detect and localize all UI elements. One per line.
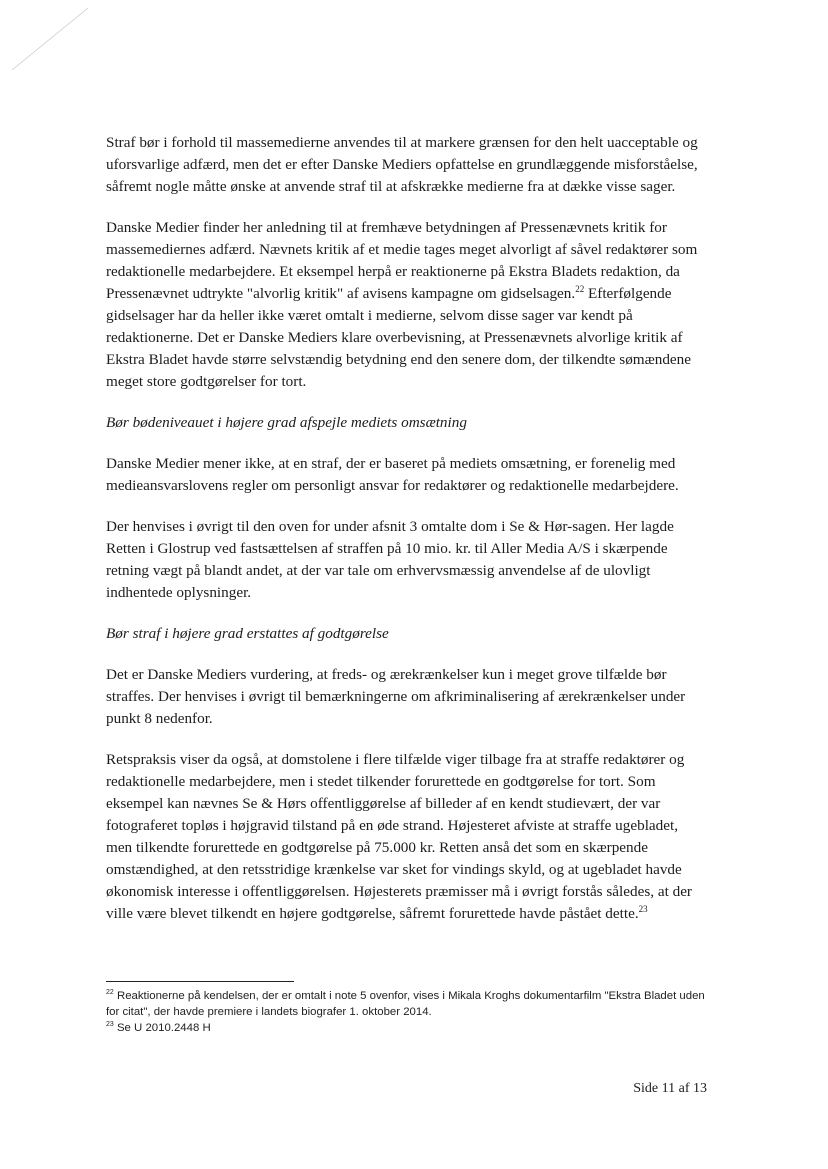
paragraph-4: Der henvises i øvrigt til den oven for under afsnit 3 omtalte dom i Se & Hør-sagen. Her lagde Retten i Glostrup ved fastsættelsen af straffen på 10 mio. kr. til Aller Media A/S i skærpende retning vægt på blandt andet, at der var tale om erhvervsmæssig anvendelse af de ulovligt indhentede oplysninger. — [106, 518, 674, 601]
footnote-23 — [106, 1020, 716, 1036]
document-body — [106, 132, 706, 944]
section-heading-fine-level: Bør bødeniveauet i højere grad afspejle mediets omsætning — [106, 414, 467, 431]
paragraph-1: Straf bør i forhold til massemedierne anvendes til at markere grænsen for den helt uacceptable og uforsvarlige adfærd, men det er efter Danske Mediers opfattelse en grundlæggende misforståelse, såfremt nogle måtte ønske at anvende straf til at afskrække medierne fra at dække visse sager. — [106, 134, 698, 195]
footnote-22-number: 22 — [106, 989, 114, 997]
page-number: Side 11 af 13 — [633, 1081, 707, 1096]
footnote-23-number: 23 — [106, 1021, 114, 1029]
paragraph-3: Danske Medier mener ikke, at en straf, der er baseret på mediets omsætning, er forenelig med medieansvarslovens regler om personligt ansvar for redaktører og redaktionelle medarbejdere. — [106, 455, 679, 494]
footnote-23-text: Se U 2010.2448 H — [113, 1022, 211, 1034]
paragraph-2-continuation: Efterfølgende gidselsager har da heller ikke været omtalt i medierne, selvom disse sager var kendt på redaktionerne. Det er Danske Mediers klare overbevisning, at Pressenævnets alvorlige kritik af Ekstra Bladet havde større selvstændig betydning end den senere dom, der tilkendte sømændene meget store godtgørelser for tort. — [106, 285, 692, 390]
section-heading-compensation: Bør straf i højere grad erstattes af godtgørelse — [106, 625, 389, 642]
footnote-22-text: Reaktionerne på kendelsen, der er omtalt i note 5 ovenfor, vises i Mikala Kroghs dokumentarfilm "Ekstra Bladet uden for citat", der havde premiere i landets biografer 1. oktober 2014. — [106, 990, 705, 1018]
footnote-22 — [106, 988, 716, 1020]
paragraph-6-text: Retspraksis viser da også, at domstolene i flere tilfælde viger tilbage fra at straffe redaktører og redaktionelle medarbejdere, men i stedet tilkender forurettede en godtgørelse for tort. Som eksempel kan nævnes Se & Hørs offentliggørelse af billeder af en kendt studievært, der var fotograferet topløs i højgravid tilstand på en øde strand. Højesteret afviste at straffe ugebladet, men tilkendte forurettede en godtgørelse på 75.000 kr. Retten anså det som en skærpende omstændighed, at den retsstridige krænkelse var sket for vindings skyld, og at ugebladet havde økonomisk interesse i offentliggørelsen. Højesterets præmisser må i øvrigt forstås således, at der ville være blevet tilkendt en højere godtgørelse, såfremt forurettede havde påstået dette. — [106, 751, 692, 922]
footnote-separator — [106, 981, 294, 982]
paragraph-2 — [106, 217, 706, 393]
paragraph-2-text: Danske Medier finder her anledning til at fremhæve betydningen af Pressenævnets kritik for massemediernes adfærd. Nævnets kritik af et medie tages meget alvorligt af såvel redaktører som redaktionelle medarbejdere. Et eksempel herpå er reaktionerne på Ekstra Bladets redaktion, da Pressenævnet udtrykte "alvorlig kritik" af avisens kampagne om gidselsagen. — [106, 219, 698, 302]
paragraph-6 — [106, 749, 706, 925]
footnote-ref-23[interactable]: 23 — [638, 903, 648, 914]
footnote-ref-22[interactable]: 22 — [575, 283, 585, 294]
footnotes — [106, 988, 716, 1036]
scan-artifact-line — [8, 4, 98, 74]
paragraph-5: Det er Danske Mediers vurdering, at freds- og ærekrænkelser kun i meget grove tilfælde bør straffes. Der henvises i øvrigt til bemærkningerne om afkriminalisering af ærekrænkelser under punkt 8 nedenfor. — [106, 666, 686, 727]
